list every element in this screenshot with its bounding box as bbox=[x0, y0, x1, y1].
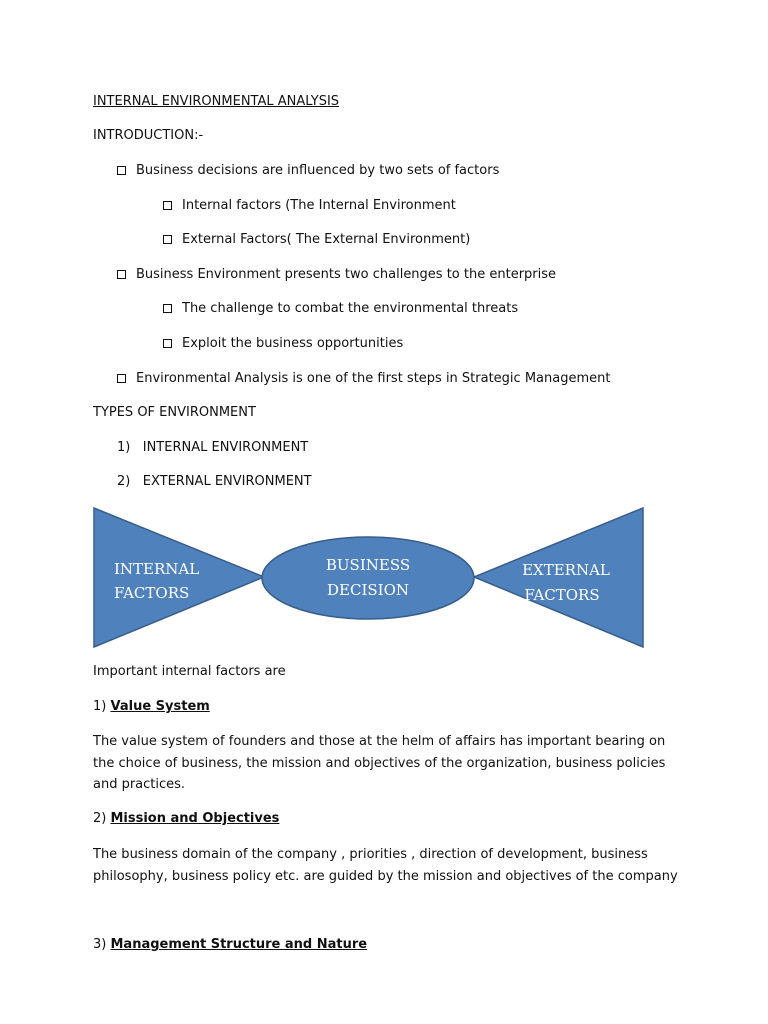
item-label: EXTERNAL ENVIRONMENT bbox=[142, 474, 312, 489]
business-decision-shape bbox=[262, 537, 474, 619]
section-number: 3) bbox=[93, 937, 107, 952]
section-title: Mission and Objectives bbox=[110, 811, 280, 826]
checkbox-bullet-icon bbox=[117, 166, 126, 175]
bullet-text: External Factors( The External Environment) bbox=[182, 232, 471, 247]
bullet-text: Internal factors (The Internal Environment bbox=[182, 198, 456, 213]
numbered-item bbox=[117, 474, 312, 490]
section-title: Management Structure and Nature bbox=[110, 937, 368, 952]
item-label: INTERNAL ENVIRONMENT bbox=[142, 440, 309, 455]
internal-factors-label: FACTORS bbox=[114, 584, 190, 602]
bullet-text: The challenge to combat the environmental threats bbox=[182, 301, 519, 316]
bullet-item bbox=[117, 163, 499, 179]
checkbox-bullet-icon bbox=[163, 235, 172, 244]
section-body: The business domain of the company , priorities , direction of development, business philosophy, business policy etc. are guided by the mission and objectives of the company bbox=[93, 847, 678, 884]
section-title: Value System bbox=[110, 699, 210, 714]
sub-bullet-item bbox=[163, 301, 518, 317]
business-decision-label: BUSINESS bbox=[325, 556, 411, 574]
introduction-heading: INTRODUCTION:- bbox=[93, 128, 204, 143]
checkbox-bullet-icon bbox=[117, 374, 126, 383]
item-number: 1) bbox=[117, 440, 131, 455]
item-number: 2) bbox=[117, 474, 131, 489]
checkbox-bullet-icon bbox=[163, 339, 172, 348]
factors-diagram bbox=[0, 500, 768, 660]
section-heading bbox=[93, 811, 279, 827]
checkbox-bullet-icon bbox=[163, 201, 172, 210]
internal-factors-label: INTERNAL bbox=[114, 560, 200, 578]
bullet-text: Business Environment presents two challenges to the enterprise bbox=[136, 267, 557, 282]
document-title: INTERNAL ENVIRONMENTAL ANALYSIS bbox=[93, 94, 340, 109]
business-decision-label: DECISION bbox=[326, 581, 410, 599]
section-number: 2) bbox=[93, 811, 107, 826]
checkbox-bullet-icon bbox=[117, 270, 126, 279]
external-factors-label: EXTERNAL bbox=[522, 561, 610, 579]
bullet-item bbox=[117, 371, 610, 387]
important-factors-intro: Important internal factors are bbox=[93, 664, 286, 679]
section-number: 1) bbox=[93, 699, 107, 714]
sub-bullet-item bbox=[163, 232, 470, 248]
bullet-text: Environmental Analysis is one of the first steps in Strategic Management bbox=[136, 371, 611, 386]
section-heading bbox=[93, 937, 367, 953]
section-body: The value system of founders and those at the helm of affairs has important bearing on the choice of business, the mission and objectives of the organization, business policies and practices. bbox=[93, 734, 666, 792]
checkbox-bullet-icon bbox=[163, 304, 172, 313]
bullet-item bbox=[117, 267, 556, 283]
bullet-text: Exploit the business opportunities bbox=[182, 336, 404, 351]
types-heading: TYPES OF ENVIRONMENT bbox=[93, 405, 256, 420]
sub-bullet-item bbox=[163, 198, 456, 214]
bullet-text: Business decisions are influenced by two sets of factors bbox=[136, 163, 500, 178]
section-heading bbox=[93, 699, 210, 715]
sub-bullet-item bbox=[163, 336, 403, 352]
numbered-item bbox=[117, 440, 308, 456]
external-factors-label: FACTORS bbox=[524, 586, 600, 604]
